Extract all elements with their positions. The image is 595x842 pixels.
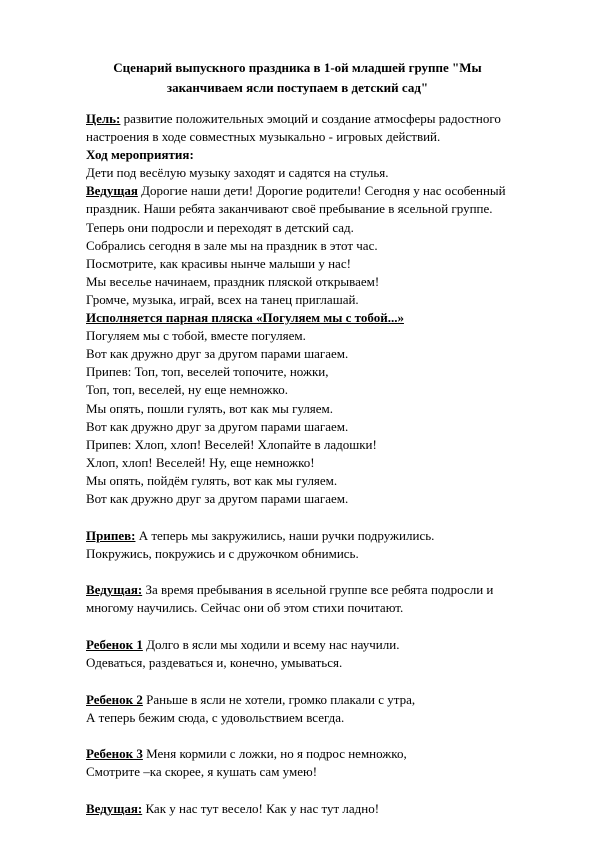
song-line: Мы опять, пошли гулять, вот как мы гуляем. — [86, 400, 334, 416]
host-speech-line: Громче, музыка, играй, всех на танец приглашай. — [86, 291, 359, 307]
song-line: Припев: Хлоп, хлоп! Веселей! Хлопайте в ладошки! — [86, 436, 377, 452]
goal-line-1 — [86, 110, 556, 128]
host-speech-text: Дорогие наши дети! Дорогие родители! Сегодня у нас особенный — [137, 183, 506, 199]
host-label: Ведущая — [86, 183, 138, 199]
goal-text: развитие положительных эмоций и создание атмосферы радостного — [120, 111, 501, 126]
child-3-line-2: Смотрите –ка скорее, я кушать сам умею! — [86, 764, 318, 780]
child-1-line-1 — [86, 636, 556, 654]
chorus-line-2: Покружись, покружись и с дружочком обнимись. — [86, 545, 359, 561]
goal-line-2: настроения в ходе совместных музыкально - игровых действий. — [86, 129, 441, 145]
dance-heading: Исполняется парная пляска «Погуляем мы с тобой...» — [86, 310, 404, 326]
song-line: Хлоп, хлоп! Веселей! Ну, еще немножко! — [86, 454, 315, 470]
child-3-text: Меня кормили с ложки, но я подрос немножко, — [142, 746, 407, 762]
song-line: Погуляем мы с тобой, вместе погуляем. — [86, 328, 306, 344]
host-label: Ведущая: — [86, 582, 143, 598]
song-line: Припев: Топ, топ, веселей топочите, ножки, — [86, 364, 329, 380]
host-speech-line: Теперь они подросли и переходят в детский сад. — [86, 219, 354, 235]
child-1-text: Долго в ясли мы ходили и всему нас научили. — [142, 636, 400, 652]
paragraph-gap — [86, 508, 556, 527]
host-speech-text: За время пребывания в ясельной группе все ребята подросли и — [142, 582, 494, 598]
title-line-2: заканчиваем ясли поступаем в детский сад" — [166, 80, 429, 95]
host-speech-line: праздник. Наши ребята заканчивают своё пребывание в ясельной группе. — [86, 201, 493, 217]
host-speech-1-line-1 — [86, 182, 556, 200]
song-line: Вот как дружно друг за другом парами шагаем. — [86, 346, 349, 362]
child-2-line-2: А теперь бежим сюда, с удовольствием всегда. — [86, 709, 345, 725]
child-1-line-2: Одеваться, раздеваться и, конечно, умываться. — [86, 655, 343, 671]
paragraph-gap — [86, 563, 556, 582]
host-speech-2-line-1 — [86, 581, 556, 599]
host-label: Ведущая: — [86, 801, 143, 816]
chorus-line-1 — [86, 527, 556, 545]
child-3-line-1 — [86, 745, 556, 763]
document-title — [80, 58, 515, 98]
host-speech-3-line-1 — [86, 800, 556, 818]
chorus-text: А теперь мы закружились, наши ручки подружились. — [135, 527, 435, 543]
host-speech-2-line-2: многому научились. Сейчас они об этом стихи почитают. — [86, 600, 404, 616]
host-speech-line: Посмотрите, как красивы нынче малыши у нас! — [86, 255, 351, 271]
child-2-label: Ребенок 2 — [86, 691, 143, 707]
child-2-text: Раньше в ясли не хотели, громко плакали с утра, — [142, 691, 416, 707]
goal-label: Цель: — [86, 111, 121, 126]
host-speech-text: Как у нас тут весело! Как у нас тут ладно! — [142, 801, 380, 816]
intro-line: Дети под весёлую музыку заходят и садятся на стулья. — [86, 165, 389, 181]
child-3-label: Ребенок 3 — [86, 746, 143, 762]
host-speech-line: Собрались сегодня в зале мы на праздник в этот час. — [86, 237, 378, 253]
song-line: Мы опять, пойдём гулять, вот как мы гуляем. — [86, 472, 338, 488]
progress-heading: Ход мероприятия: — [86, 147, 194, 163]
child-2-line-1 — [86, 691, 556, 709]
chorus-label: Припев: — [86, 527, 136, 543]
paragraph-gap — [86, 672, 556, 691]
song-line: Вот как дружно друг за другом парами шагаем. — [86, 418, 349, 434]
title-line-1: Сценарий выпускного праздника в 1-ой младшей группе "Мы — [113, 60, 482, 75]
paragraph-gap — [86, 782, 556, 801]
host-speech-line: Мы веселье начинаем, праздник пляской открываем! — [86, 273, 380, 289]
paragraph-gap — [86, 617, 556, 636]
document-body — [86, 110, 556, 818]
child-1-label: Ребенок 1 — [86, 636, 143, 652]
song-line: Топ, топ, веселей, ну еще немножко. — [86, 382, 288, 398]
paragraph-gap — [86, 727, 556, 746]
song-line: Вот как дружно друг за другом парами шагаем. — [86, 490, 349, 506]
